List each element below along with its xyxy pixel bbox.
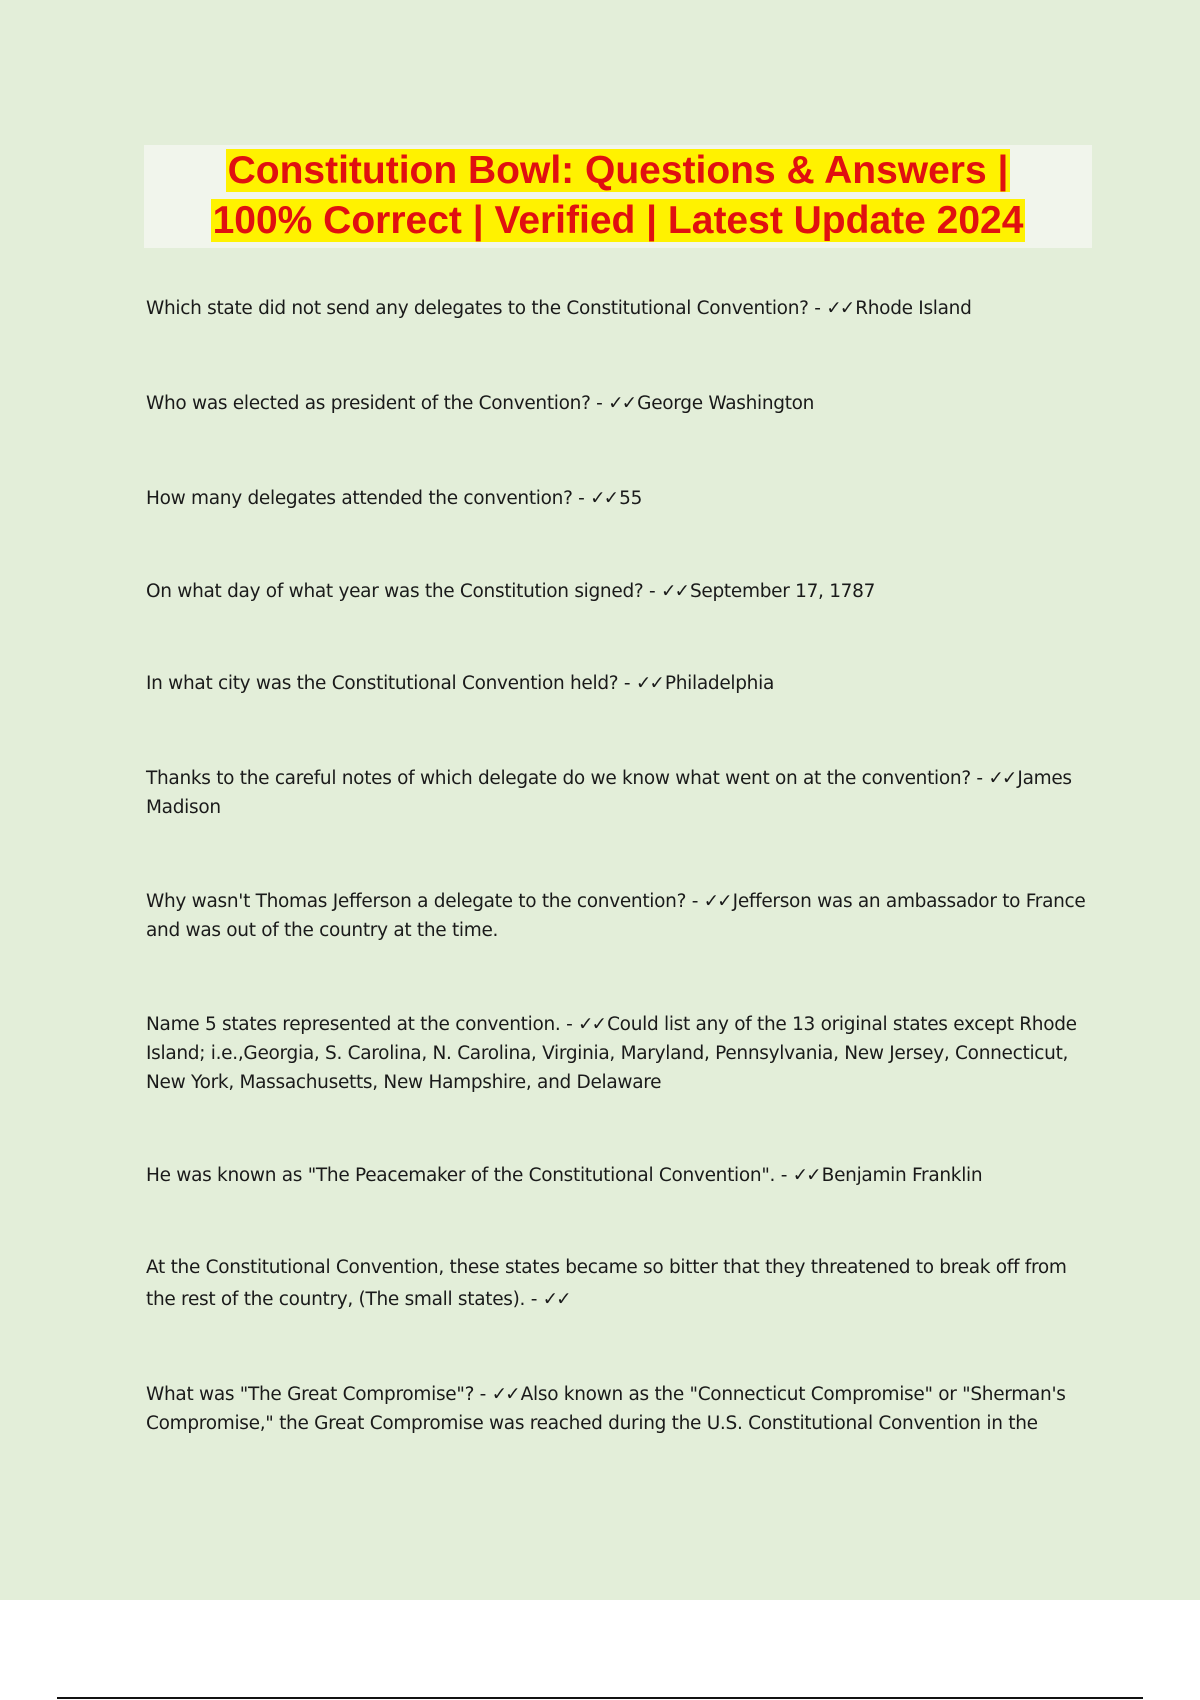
answer-text: Jefferson was an ambassador to France and was out of the country at the time. xyxy=(146,891,1086,941)
question-text: On what day of what year was the Constitution signed? - xyxy=(146,581,661,602)
question-text: How many delegates attended the convention? - xyxy=(146,488,591,509)
title-line-1: Constitution Bowl: Questions & Answers | xyxy=(227,149,1009,192)
check-icon: ✓✓ xyxy=(491,1384,519,1405)
answer-text: September 17, 1787 xyxy=(689,581,876,602)
qa-item-4 xyxy=(146,577,1091,606)
check-icon: ✓✓ xyxy=(988,768,1016,789)
answer-text: Rhode Island xyxy=(855,298,972,319)
check-icon: ✓✓ xyxy=(608,393,636,414)
qa-item-9 xyxy=(146,1161,1091,1190)
qa-item-6 xyxy=(146,764,1091,822)
question-text: Why wasn't Thomas Jefferson a delegate to the convention? - xyxy=(146,891,704,912)
title-line-2: 100% Correct | Verified | Latest Update 2024 xyxy=(212,199,1024,242)
check-icon: ✓✓ xyxy=(578,1014,606,1035)
document-title xyxy=(144,146,1092,246)
answer-text: George Washington xyxy=(637,393,815,414)
check-icon: ✓✓ xyxy=(590,488,618,509)
question-text: Thanks to the careful notes of which delegate do we know what went on at the convention? - xyxy=(146,768,989,789)
qa-item-7 xyxy=(146,887,1091,945)
answer-text: Benjamin Franklin xyxy=(821,1165,983,1186)
question-text: Name 5 states represented at the convention. - xyxy=(146,1014,579,1035)
question-text: Which state did not send any delegates to the Constitutional Convention? - xyxy=(146,298,827,319)
answer-text: Philadelphia xyxy=(664,673,774,694)
qa-item-2 xyxy=(146,389,1091,418)
qa-item-8 xyxy=(146,1010,1091,1097)
question-text: In what city was the Constitutional Convention held? - xyxy=(146,673,636,694)
answer-text: 55 xyxy=(619,488,643,509)
qa-item-5 xyxy=(146,669,1091,698)
question-text: At the Constitutional Convention, these states became so bitter that they threatened to break off from the rest of the country, (The small states). - xyxy=(146,1257,1067,1310)
answer-text: Could list any of the 13 original states except Rhode Island; i.e.,Georgia, S. Carolina, N. Carolina, Virginia, Maryland, Pennsylvania, New Jersey, Connecticut, New York, Massachusetts, New Hampshire, and Delaware xyxy=(146,1014,1077,1093)
question-text: He was known as "The Peacemaker of the Constitutional Convention". - xyxy=(146,1165,793,1186)
answer-text: James Madison xyxy=(146,768,1072,818)
qa-item-10 xyxy=(146,1252,1091,1316)
check-icon: ✓✓ xyxy=(635,673,663,694)
check-icon: ✓✓ xyxy=(542,1289,570,1310)
answer-text: Also known as the "Connecticut Compromise" or "Sherman's Compromise," the Great Compromise was reached during the U.S. Constitutional Convention in the xyxy=(146,1384,1066,1434)
qa-item-3 xyxy=(146,484,1091,513)
footer-divider xyxy=(57,1697,1143,1699)
check-icon: ✓✓ xyxy=(703,891,731,912)
question-text: What was "The Great Compromise"? - xyxy=(146,1384,492,1405)
question-text: Who was elected as president of the Convention? - xyxy=(146,393,609,414)
check-icon: ✓✓ xyxy=(660,581,688,602)
check-icon: ✓✓ xyxy=(826,298,854,319)
check-icon: ✓✓ xyxy=(792,1165,820,1186)
qa-item-1 xyxy=(146,294,1091,323)
qa-item-11 xyxy=(146,1380,1091,1438)
